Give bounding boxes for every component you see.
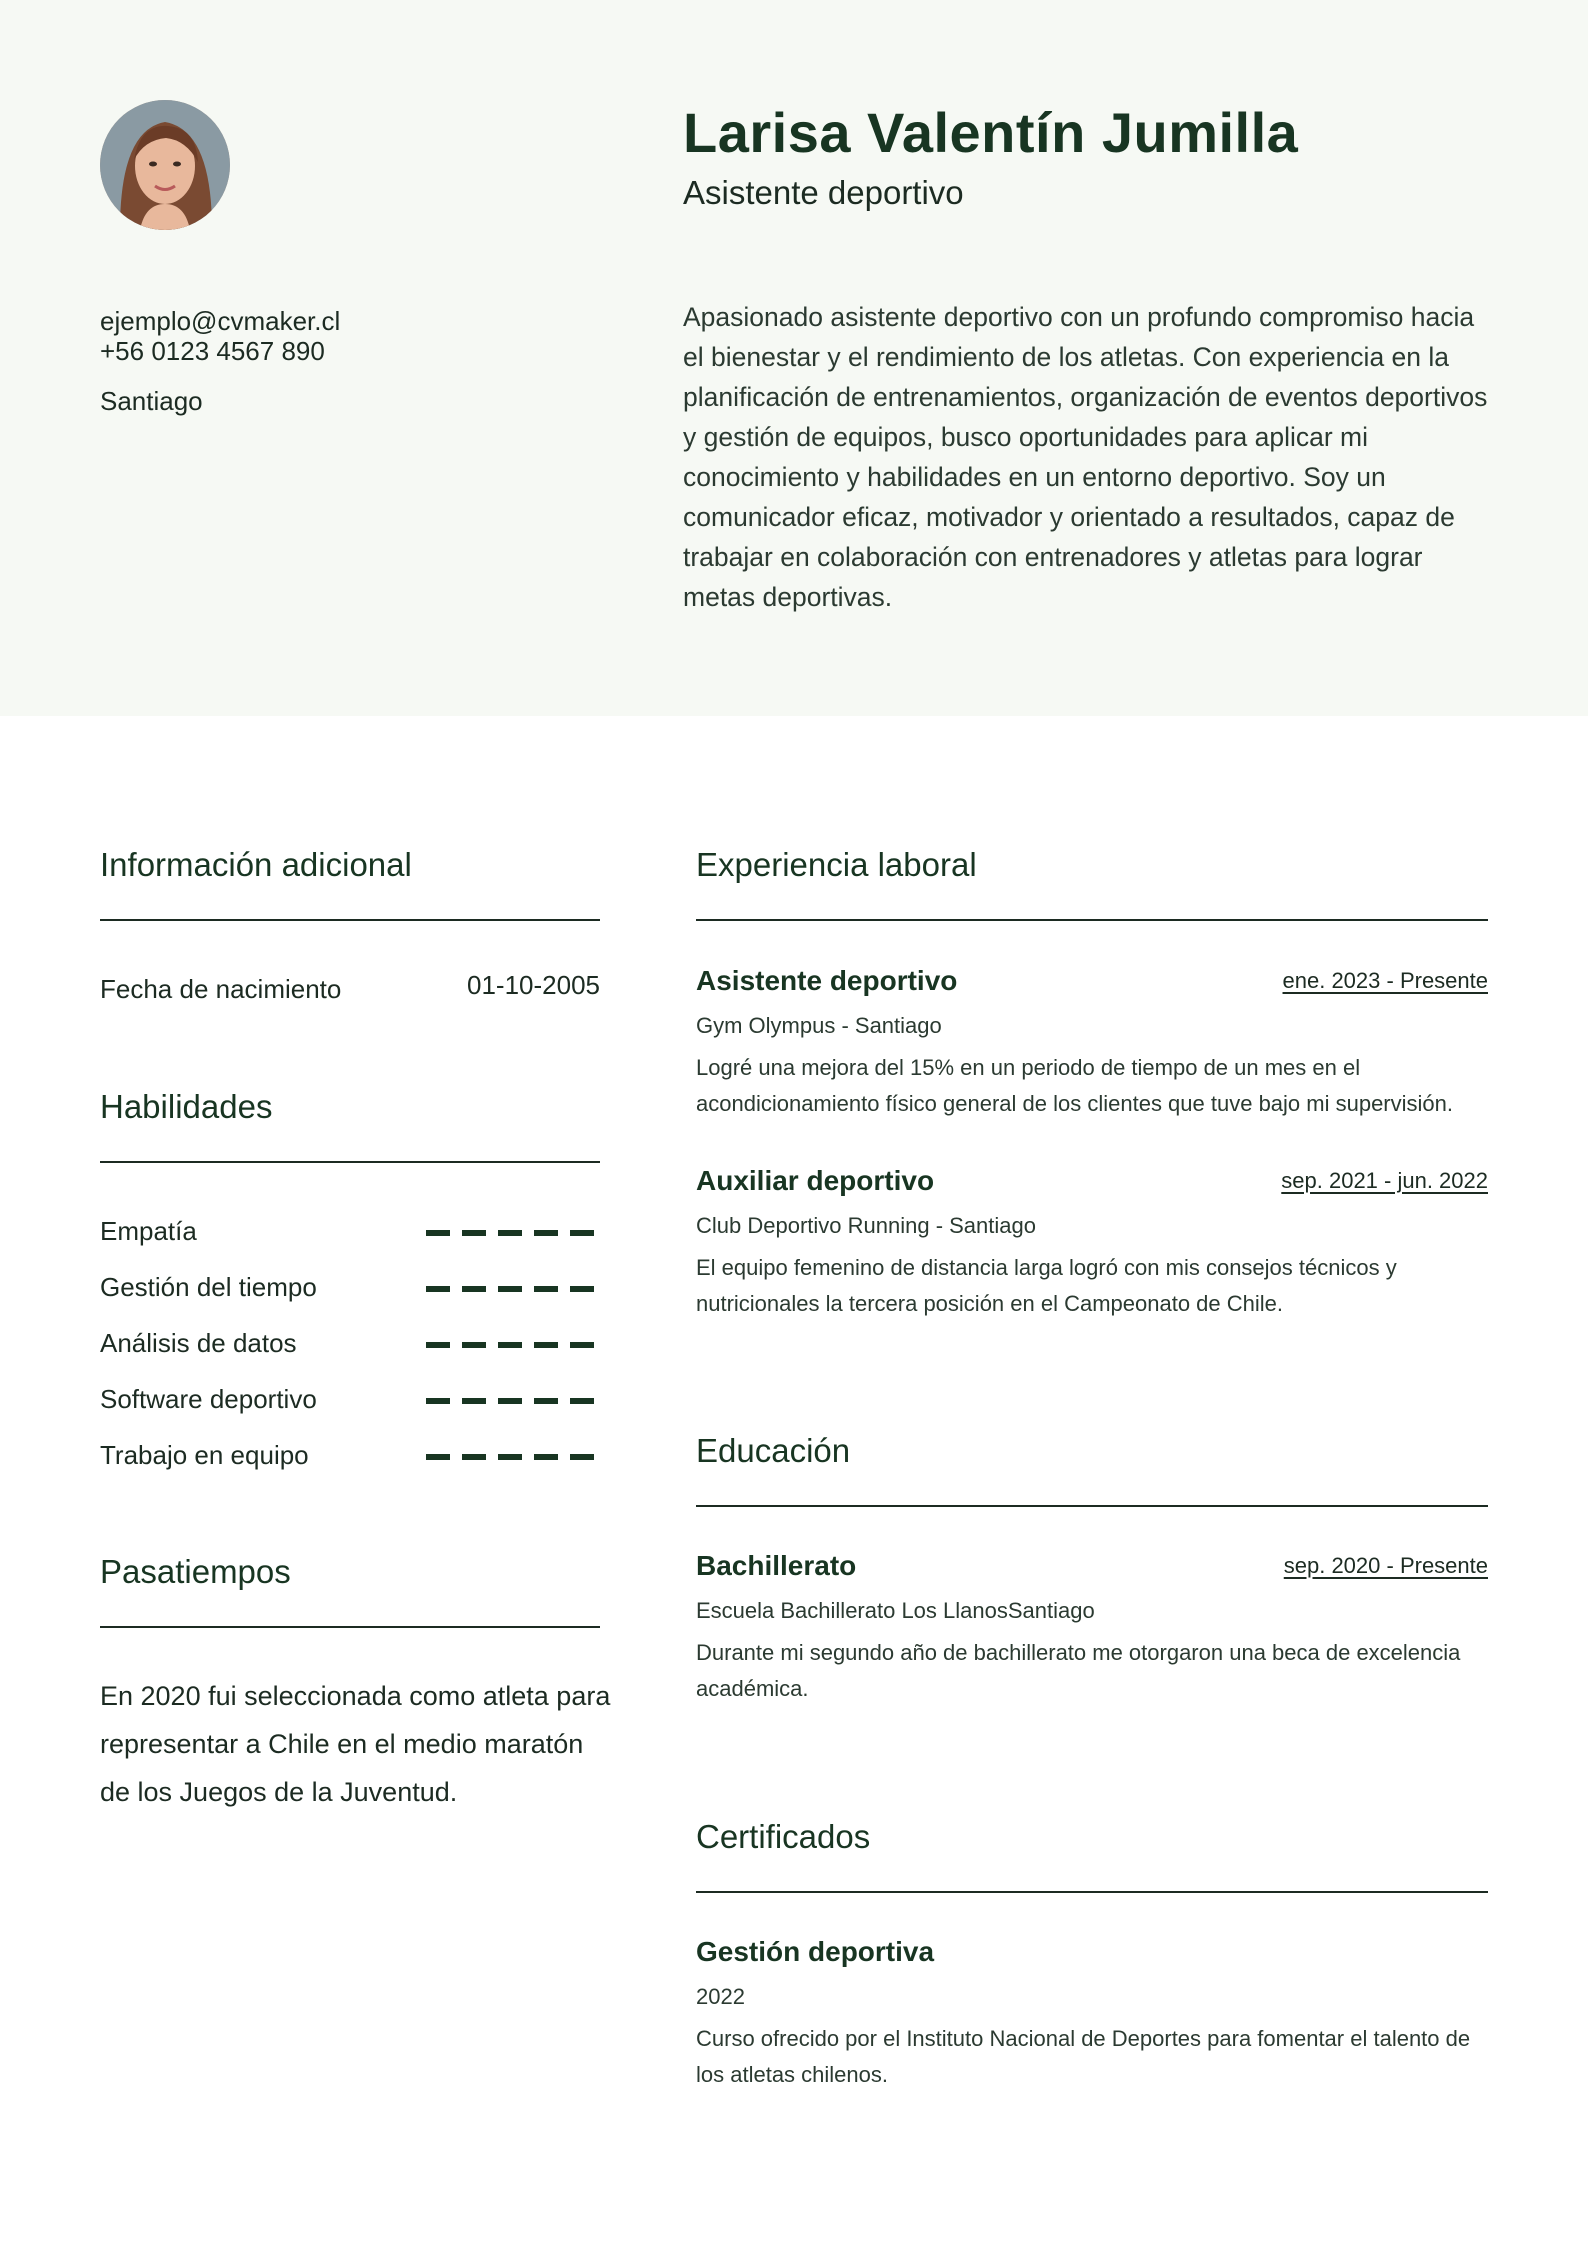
skills-title: Habilidades <box>100 1088 273 1125</box>
certificate-year: 2022 <box>696 1984 745 2009</box>
experience-desc: El equipo femenino de distancia larga logró con mis consejos técnicos y nutricionales la tercera posición en el Campeonato de Chile. <box>696 1255 1397 1316</box>
education-desc: Durante mi segundo año de bachillerato me otorgaron una beca de excelencia académica. <box>696 1640 1461 1701</box>
email[interactable]: ejemplo@cvmaker.cl <box>100 306 341 336</box>
profile-summary: Apasionado asistente deportivo con un profundo compromiso hacia el bienestar y el rendimiento de los atletas. Con experiencia en la planificación de entrenamientos, organización de eventos deportivos y gestión de equipos, busco oportunidades para aplicar mi conocimiento y habilidades en un entorno deportivo. Soy un comunicador eficaz, motivador y orientado a resultados, capaz de trabajar en colaboración con entrenadores y atletas para lograr metas deportivas. <box>683 302 1488 612</box>
divider <box>696 1505 1488 1507</box>
certificate-desc: Curso ofrecido por el Instituto Nacional de Deportes para fomentar el talento de los atletas chilenos. <box>696 2026 1471 2087</box>
phone[interactable]: +56 0123 4567 890 <box>100 336 325 366</box>
experience-job-title: Asistente deportivo <box>696 965 958 996</box>
experience-title: Experiencia laboral <box>696 846 977 883</box>
job-title: Asistente deportivo <box>683 174 964 211</box>
portrait-photo-icon <box>100 100 230 230</box>
birth-date-value: 01-10-2005 <box>467 970 600 1000</box>
skill-level <box>426 1398 594 1404</box>
skill-row <box>100 1384 600 1420</box>
skill-level <box>426 1342 594 1348</box>
skill-level <box>426 1286 594 1292</box>
certificate-name: Gestión deportiva <box>696 1936 935 1967</box>
skill-row <box>100 1328 600 1364</box>
skill-label: Software deportivo <box>100 1384 317 1414</box>
divider <box>696 1891 1488 1893</box>
education-date: sep. 2020 - Presente <box>1283 1553 1488 1578</box>
skill-level <box>426 1454 594 1460</box>
experience-job-title: Auxiliar deportivo <box>696 1165 935 1196</box>
divider <box>100 1161 600 1163</box>
experience-org: Club Deportivo Running - Santiago <box>696 1213 1036 1238</box>
skill-label: Empatía <box>100 1216 197 1246</box>
divider <box>100 1626 600 1628</box>
education-title: Educación <box>696 1432 851 1469</box>
experience-org: Gym Olympus - Santiago <box>696 1013 942 1038</box>
skill-label: Gestión del tiempo <box>100 1272 317 1302</box>
divider <box>696 919 1488 921</box>
skill-row <box>100 1216 600 1252</box>
skill-level <box>426 1230 594 1236</box>
hobbies-title: Pasatiempos <box>100 1553 291 1590</box>
experience-desc: Logré una mejora del 15% en un periodo de tiempo de un mes en el acondicionamiento físico general de los clientes que tuve bajo mi supervisión. <box>696 1055 1453 1116</box>
experience-date: ene. 2023 - Presente <box>1282 968 1488 993</box>
birth-date-label: Fecha de nacimiento <box>100 974 342 1004</box>
additional-info-title: Información adicional <box>100 846 412 883</box>
divider <box>100 919 600 921</box>
skill-row <box>100 1440 600 1476</box>
city: Santiago <box>100 386 203 416</box>
skill-row <box>100 1272 600 1308</box>
education-school: Escuela Bachillerato Los LlanosSantiago <box>696 1598 1095 1623</box>
certificates-title: Certificados <box>696 1818 871 1855</box>
skill-label: Análisis de datos <box>100 1328 297 1358</box>
skill-label: Trabajo en equipo <box>100 1440 309 1470</box>
avatar <box>100 100 230 230</box>
education-degree: Bachillerato <box>696 1550 857 1581</box>
hobbies-text: En 2020 fui seleccionada como atleta para representar a Chile en el medio maratón de los Juegos de la Juventud. <box>100 1681 611 1807</box>
contact-block <box>100 306 340 416</box>
person-name: Larisa Valentín Jumilla <box>683 101 1299 164</box>
experience-date: sep. 2021 - jun. 2022 <box>1281 1168 1488 1193</box>
